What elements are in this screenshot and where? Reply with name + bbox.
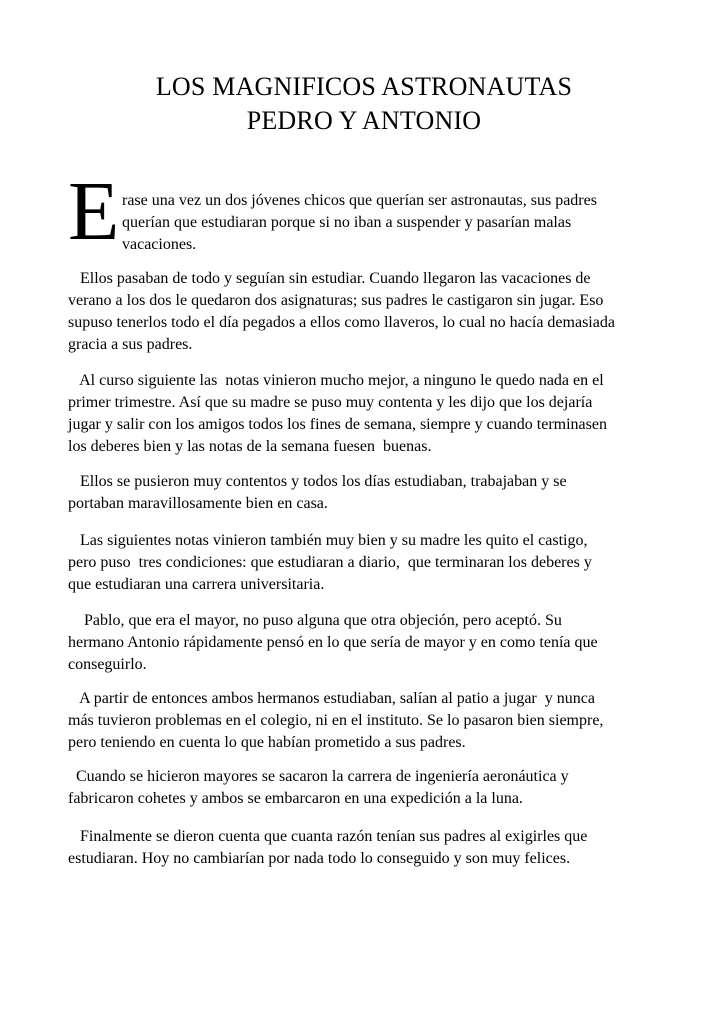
paragraph-line: Pablo, que era el mayor, no puso alguna que otra objeción, pero aceptó. Su	[68, 612, 562, 629]
paragraph	[68, 766, 668, 810]
drop-cap: E	[68, 165, 120, 258]
paragraph-line: que estudiaran una carrera universitaria.	[68, 576, 325, 593]
paragraph-line: A partir de entonces ambos hermanos estudiaban, salían al patio a jugar y nunca	[68, 690, 595, 707]
paragraph-line: verano a los dos le quedaron dos asignaturas; sus padres le castigaron sin jugar. Eso	[68, 292, 604, 309]
paragraph-line: Ellos se pusieron muy contentos y todos los días estudiaban, trabajaban y se	[68, 473, 567, 490]
paragraph-line: pero teniendo en cuenta lo que habían prometido a sus padres.	[68, 734, 466, 751]
paragraph-line: Finalmente se dieron cuenta que cuanta razón tenían sus padres al exigirles que	[68, 828, 588, 845]
paragraph-line: jugar y salir con los amigos todos los fines de semana, siempre y cuando terminasen	[68, 416, 607, 433]
paragraph-line: conseguirlo.	[68, 656, 147, 673]
paragraph-line: portaban maravillosamente bien en casa.	[68, 495, 328, 512]
paragraph-line: primer trimestre. Así que su madre se puso muy contenta y les dijo que los dejaría	[68, 394, 593, 411]
paragraph-line: Al curso siguiente las notas vinieron mucho mejor, a ninguno le quedo nada en el	[68, 372, 604, 389]
paragraph	[68, 268, 668, 356]
intro-line: querían que estudiaran porque si no iban a suspender y pasarían malas	[122, 214, 572, 231]
paragraph	[68, 370, 668, 458]
paragraph-line: pero puso tres condiciones: que estudiaran a diario, que terminaran los deberes y	[68, 554, 592, 571]
paragraph-line: Ellos pasaban de todo y seguían sin estudiar. Cuando llegaron las vacaciones de	[68, 270, 591, 287]
paragraph-line: Las siguientes notas vinieron también muy bien y su madre les quito el castigo,	[68, 532, 588, 549]
paragraph-line: más tuvieron problemas en el colegio, ni en el instituto. Se lo pasaron bien siempre,	[68, 712, 604, 729]
paragraph	[68, 471, 668, 515]
title-line-1: LOS MAGNIFICOS ASTRONAUTAS	[155, 72, 573, 101]
paragraph-line: gracia a sus padres.	[68, 336, 193, 353]
intro-line: vacaciones.	[122, 236, 197, 253]
intro-line: rase una vez un dos jóvenes chicos que querían ser astronautas, sus padres	[122, 192, 597, 209]
paragraph	[68, 530, 668, 596]
paragraph	[68, 610, 668, 676]
paragraph-line: fabricaron cohetes y ambos se embarcaron en una expedición a la luna.	[68, 790, 523, 807]
paragraph	[68, 688, 668, 754]
paragraph-line: hermano Antonio rápidamente pensó en lo que sería de mayor y en como tenía que	[68, 634, 598, 651]
paragraph-line: los deberes bien y las notas de la semana fuesen buenas.	[68, 438, 432, 455]
paragraph-line: Cuando se hicieron mayores se sacaron la carrera de ingeniería aeronáutica y	[68, 768, 569, 785]
paragraph-line: estudiaran. Hoy no cambiarían por nada todo lo conseguido y son muy felices.	[68, 850, 571, 867]
title-line-2: PEDRO Y ANTONIO	[246, 106, 482, 135]
paragraph	[68, 826, 668, 870]
paragraph-line: supuso tenerlos todo el día pegados a ellos como llaveros, lo cual no hacía demasiada	[68, 314, 615, 331]
